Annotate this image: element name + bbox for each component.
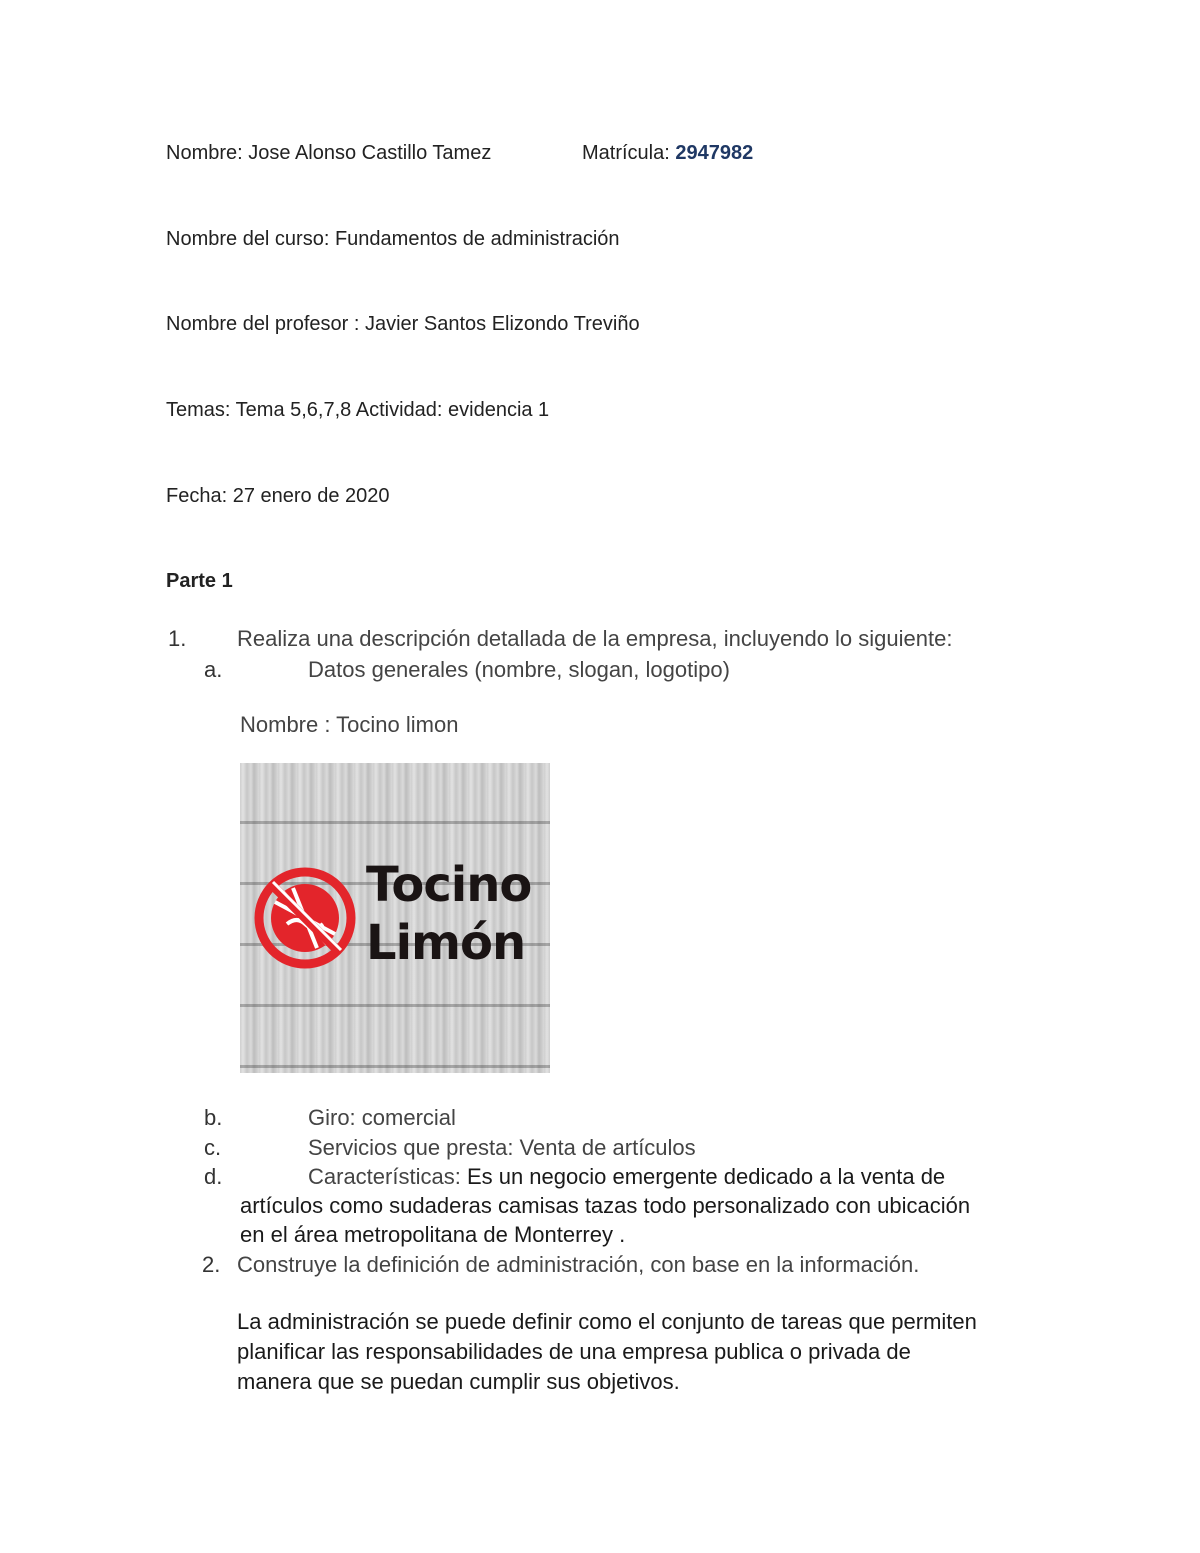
date: Fecha: 27 enero de 2020 xyxy=(166,485,390,507)
definition-line2: planificar las responsabilidades de una empresa publica o privada de xyxy=(237,1339,911,1364)
item-a-text: Datos generales (nombre, slogan, logotipo) xyxy=(308,657,730,682)
company-logo xyxy=(240,763,550,1073)
student-name: Nombre: Jose Alonso Castillo Tamez xyxy=(166,142,492,164)
student-id xyxy=(582,142,753,165)
list-marker-c: c. xyxy=(204,1135,222,1160)
question-2: Construye la definición de administración, con base en la información. xyxy=(237,1252,920,1277)
logo-text-line1: Tocino xyxy=(366,857,532,913)
item-d-answer-line1: Es un negocio emergente dedicado a la venta de xyxy=(460,1164,946,1189)
item-d-line2: artículos como sudaderas camisas tazas todo personalizado con ubicación xyxy=(240,1193,971,1218)
definition-line3: manera que se puedan cumplir sus objetivos. xyxy=(237,1369,680,1394)
course-name: Nombre del curso: Fundamentos de administración xyxy=(166,228,620,250)
item-d-label: Características: xyxy=(308,1164,461,1189)
professor-name: Nombre del profesor : Javier Santos Elizondo Treviño xyxy=(166,313,640,335)
topics: Temas: Tema 5,6,7,8 Actividad: evidencia 1 xyxy=(166,399,550,421)
list-marker-b: b. xyxy=(204,1105,223,1130)
list-marker-2: 2. xyxy=(202,1252,221,1277)
logo-text-line2: Limón xyxy=(366,915,526,971)
item-c-text: Servicios que presta: Venta de artículos xyxy=(308,1135,696,1160)
list-marker-d: d. xyxy=(204,1164,223,1189)
section-title: Parte 1 xyxy=(166,570,233,592)
item-d-line1 xyxy=(308,1164,945,1190)
list-marker-a: a. xyxy=(204,657,223,682)
item-b-text: Giro: comercial xyxy=(308,1105,456,1130)
company-name: Nombre : Tocino limon xyxy=(240,712,459,737)
list-marker-1: 1. xyxy=(168,626,187,651)
question-1: Realiza una descripción detallada de la empresa, incluyendo lo siguiente: xyxy=(237,626,953,651)
student-id-label: Matrícula: xyxy=(582,142,670,164)
definition-line1: La administración se puede definir como el conjunto de tareas que permiten xyxy=(237,1309,977,1334)
item-d-line3: en el área metropolitana de Monterrey . xyxy=(240,1222,626,1247)
student-id-value: 2947982 xyxy=(675,142,754,164)
